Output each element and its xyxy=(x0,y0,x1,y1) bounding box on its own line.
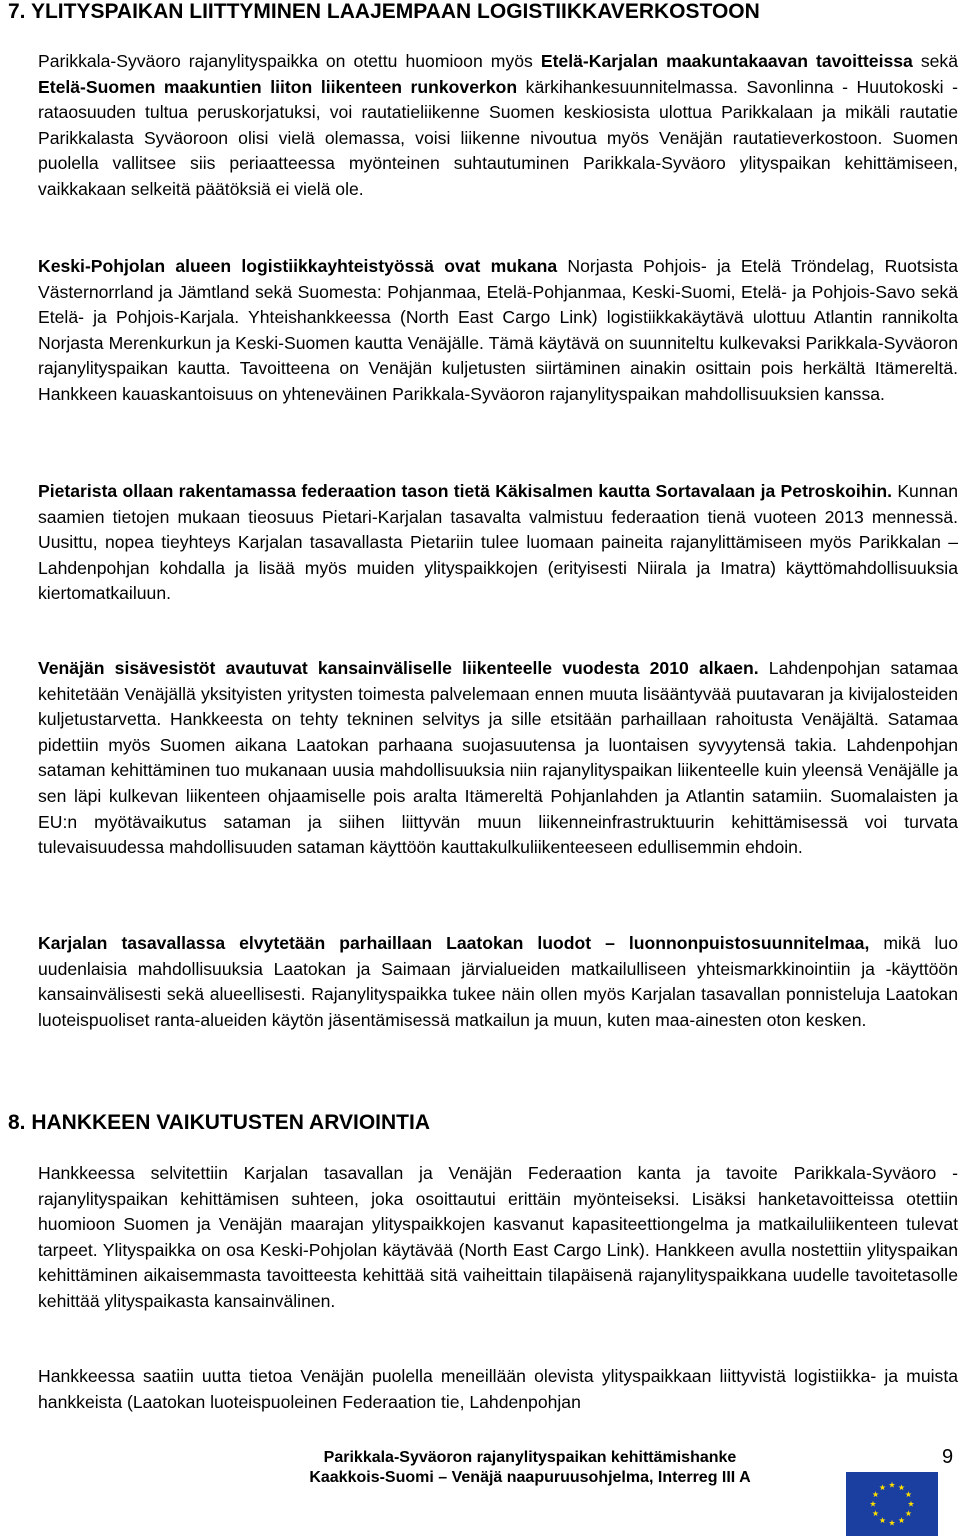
p1-bold-1: Etelä-Karjalan maakuntakaavan tavoitteissa xyxy=(540,51,913,71)
p1-text-3: kärkihankesuunnitelmassa. Savonlinna - Huutokoski -rataosuuden tultua peruskorjatuksi, voi rautatieliikenne Suomen keskiosista ulottua Parikkalaan ja mikäli rautatie Parikkalasta Syväoroon olisi vielä olemassa, voisi liikenne nivoutua myös Venäjän rautatieverkostoon. Suomen puolella vallitsee siis periaatteessa myönteinen suhtautuminen Parikkala-Syväoro ylityspaikan kehittämiseen, vaikkakaan selkeitä päätöksiä ei vielä ole. xyxy=(38,76,958,199)
paragraph-6: Hankkeessa selvitettiin Karjalan tasavallan ja Venäjän Federaation kanta ja tavoite Parikkala-Syväoro -rajanylityspaikan kehittämisen suhteen, joka osoittautui erittäin myönteiseksi. Lisäksi hanketavoitteissa otettiin huomioon Suomen ja Venäjän maarajan ylityspaikkojen kasvanut kapasiteettiongelma ja matkailuliikenteen tulevat tarpeet. Ylityspaikka on osa Keski-Pohjolan käytävää (North East Cargo Link). Hankkeen avulla nostettiin ylityspaikan kehittäminen aikaisemmasta tavoitteesta kehittää sitä vaiheittain tilapäisenä rajanylityspaikkana uudelle tavoitetasolle kehittää ylityspaikasta kansainvälinen. xyxy=(38,1163,958,1311)
p3-bold-1: Pietarista ollaan rakentamassa federaation tason tietä Käkisalmen kautta Sortavalaan ja Petroskoihin. xyxy=(38,481,892,501)
paragraph-7: Hankkeessa saatiin uutta tietoa Venäjän puolella meneillään olevista ylityspaikkaan liittyvistä logistiikka- ja muista hankkeista (Laatokan luoteispuoleinen Federaation tie, Lahdenpohjan xyxy=(38,1366,958,1412)
p3-text-1: Kunnan saamien tietojen mukaan tieosuus Pietari-Karjalan tasavalta valmistuu federaation tienä vuoteen 2013 mennessä. Uusittu, nopea tieyhteys Karjalan tasavallasta Pietariin tulee luomaan paineita rajanylittämiseen myös Parikkalan – Lahdenpohjan kohdalla ja lisää myös muiden ylityspaikkojen (erityisesti Niirala ja Imatra) käyttömahdollisuuksia kiertomatkailuun. xyxy=(38,481,958,604)
p5-text-1: mikä luo uudenlaisia mahdollisuuksia Laatokan ja Saimaan järvialueiden matkailulliseen yhteismarkkinointiin ja -käyttöön kansainvälisesti sekä alueellisesti. Rajanylityspaikka tukee näin ollen myös Karjalan tasavallan ponnisteluja Laatokan luoteispuoliset ranta-alueiden käytön jäsentämisessä matkailun ja muun, kuten maa-ainesten oton kesken. xyxy=(38,933,958,1030)
page-number: 9 xyxy=(942,1446,954,1468)
page-footer xyxy=(190,1448,870,1488)
p4-bold-1: Venäjän sisävesistöt avautuvat kansainväliselle liikenteelle vuodesta 2010 alkaen. xyxy=(38,658,759,678)
eu-flag-icon xyxy=(846,1472,938,1536)
footer-line-1: Parikkala-Syväoron rajanylityspaikan kehittämishanke xyxy=(323,1449,737,1466)
footer-line-2: Kaakkois-Suomi – Venäjä naapuruusohjelma, Interreg III A xyxy=(309,1469,751,1486)
section-7-heading: 7. YLITYSPAIKAN LIITTYMINEN LAAJEMPAAN LOGISTIIKKAVERKOSTOON xyxy=(8,0,760,23)
p4-text-1: Lahdenpohjan satamaa kehitetään Venäjällä yksityisten yritysten toimesta palvelemaan ennen muuta lisääntyvää puutavaran ja kivijalosteiden kuljetustarvetta. Hankkeesta on tehty tekninen selvitys ja sille etsitään parhaillaan rahoitusta Venäjältä. Satamaa pidettiin myös Suomen aikana Laatokan parhaana suojasuutensa ja luontaisen syvyytensä takia. Lahdenpohjan sataman kehittäminen tuo mukanaan uusia mahdollisuuksia niin rajanylityspaikan liikenteelle kuin yleensä Venäjälle ja sen läpi kulkevan liikenteen ohjaamiselle pois aralta Itämereltä Pohjanlahden ja Atlantin satamiin. Suomalaisten ja EU:n myötävaikutus sataman ja siihen liittyvän muun liikenneinfrastruktuurin kehittämisessä voi turvata tulevaisuudessa mahdollisuuden sataman käyttöön kauttakulkuliikenteeseen edullisemmin ehdoin. xyxy=(38,658,958,858)
p2-text-1: Norjasta Pohjois- ja Etelä Tröndelag, Ruotsista Västernorrland ja Jämtland sekä Suomesta: Pohjanmaa, Etelä-Pohjanmaa, Keski-Suomi, Etelä- ja Pohjois-Savo sekä Etelä- ja Pohjois-Karjala. Yhteishankkeessa (North East Cargo Link) logistiikkakäytävä ulottuu Atlantin rannikolta Norjasta Merenkurkun ja Keski-Suomen kautta Venäjälle. Tämä käytävä on suunniteltu kulkevaksi Parikkala-Syväoron rajanylityspaikan kautta. Tavoitteena on Venäjän kuljetusten siirtäminen ainakin osittain pois herkältä Itämereltä. Hankkeen kauaskantoisuus on yhteneväinen Parikkala-Syväoron rajanylityspaikan mahdollisuuksien kanssa. xyxy=(38,256,958,404)
p1-bold-2: Etelä-Suomen maakuntien liiton liikenteen runkoverkon xyxy=(38,76,518,97)
p1-text-1: Parikkala-Syväoro rajanylityspaikka on otettu huomioon myös xyxy=(38,51,541,71)
paragraph-3 xyxy=(38,479,958,607)
p2-bold-1: Keski-Pohjolan alueen logistiikkayhteistyössä ovat mukana xyxy=(38,256,558,276)
paragraph-5 xyxy=(38,931,958,1033)
paragraph-1 xyxy=(38,49,958,203)
p1-text-2: sekä xyxy=(912,51,959,71)
paragraph-2 xyxy=(38,254,958,408)
p5-bold-1: Karjalan tasavallassa elvytetään parhaillaan Laatokan luodot – luonnonpuistosuunnitelmaa, xyxy=(38,933,870,953)
section-8-heading: 8. HANKKEEN VAIKUTUSTEN ARVIOINTIA xyxy=(8,1111,430,1134)
eu-flag-background xyxy=(846,1472,938,1536)
paragraph-4 xyxy=(38,656,958,861)
